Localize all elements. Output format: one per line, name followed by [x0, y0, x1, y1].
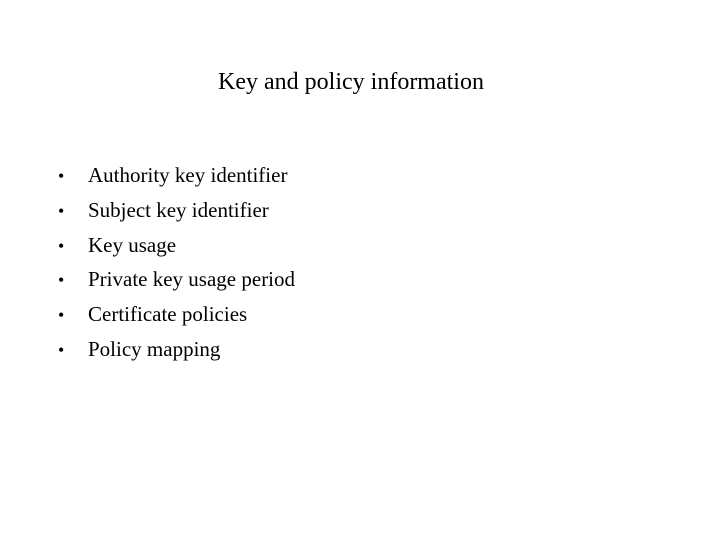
slide-title: Key and policy information [218, 69, 484, 95]
bullet-text: Certificate policies [88, 302, 248, 327]
bullet-icon: • [58, 305, 65, 326]
bullet-text: Subject key identifier [88, 197, 269, 222]
bullet-item [58, 262, 295, 297]
bullet-text: Key usage [88, 232, 177, 257]
bullet-item [58, 228, 295, 263]
bullet-icon: • [58, 166, 65, 186]
bullet-icon: • [58, 235, 65, 256]
bullet-item [58, 332, 295, 367]
bullet-text: Authority key identifier [88, 163, 288, 187]
bullet-text: Private key usage period [88, 267, 296, 292]
bullet-item [58, 158, 295, 193]
bullet-icon: • [58, 270, 65, 291]
bullet-text: Policy mapping [88, 336, 221, 361]
bullet-list [58, 158, 295, 367]
bullet-item [58, 193, 295, 228]
bullet-icon: • [58, 339, 65, 360]
bullet-icon: • [58, 200, 65, 221]
bullet-item [58, 297, 295, 332]
